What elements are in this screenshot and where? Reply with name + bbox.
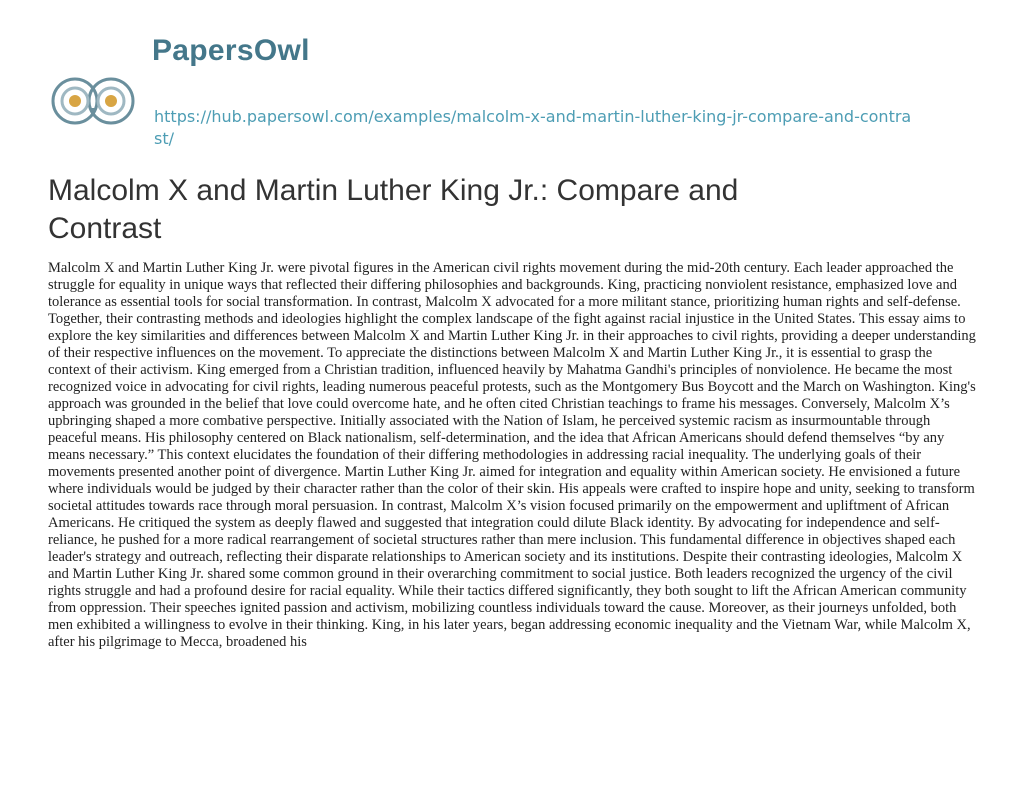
essay-body-text: Malcolm X and Martin Luther King Jr. were pivotal figures in the American civil rights movement during the mid-20th century. Each leader approached the struggle for equality in unique ways that reflected their differing philosophies and backgrounds. King, practicing nonviolent resistance, emphasized love and tolerance as essential tools for social transformation. In contrast, Malcolm X advocated for a more militant stance, prioritizing human rights and self-defense. Together, their contrasting methods and ideologies highlight the complex landscape of the fight against racial injustice in the United States. This essay aims to explore the key similarities and differences between Malcolm X and Martin Luther King Jr. in their approaches to civil rights, providing a deeper understanding of their respective influences on the movement. To appreciate the distinctions between Malcolm X and Martin Luther King Jr., it is essential to grasp the context of their activism. King emerged from a Christian tradition, influenced heavily by Mahatma Gandhi's principles of nonviolence. He became the most recognized voice in advocating for civil rights, leading numerous peaceful protests, such as the Montgomery Bus Boycott and the March on Washington. King's approach was grounded in the belief that love could overcome hate, and he often cited Christian teachings to frame his messages. Conversely, Malcolm X’s upbringing shaped a more combative perspective. Initially associated with the Nation of Islam, he perceived systemic racism as insurmountable through peaceful means. His philosophy centered on Black nationalism, self-determination, and the idea that African Americans should defend themselves “by any means necessary.” This context elucidates the foundation of their differing methodologies in addressing racial inequality. The underlying goals of their movements presented another point of divergence. Martin Luther King Jr. aimed for integration and equality within American society. He envisioned a future where individuals would be judged by their character rather than the color of their skin. His appeals were crafted to inspire hope and unity, seeking to transform societal attitudes towards race through moral persuasion. In contrast, Malcolm X’s vision focused primarily on the empowerment and upliftment of African Americans. He critiqued the system as deeply flawed and suggested that integration could dilute Black identity. By advocating for independence and self-reliance, he pushed for a more radical rearrangement of societal structures rather than mere inclusion. This fundamental difference in objectives shaped each leader's strategy and outreach, reflecting their disparate relationships to American society and its institutions. Despite their contrasting ideologies, Malcolm X and Martin Luther King Jr. shared some common ground in their overarching commitment to social justice. Both leaders recognized the urgency of the civil rights struggle and had a profound desire for racial equality. While their tactics differed significantly, they both sought to lift the African American community from oppression. Their speeches ignited passion and activism, mobilizing countless individuals toward the cause. Moreover, as their journeys unfolded, both men exhibited a willingness to evolve in their thinking. King, in his later years, began addressing economic inequality and the Vietnam War, while Malcolm X, after his pilgrimage to Mecca, broadened his xyxy=(48,260,976,650)
site-header xyxy=(48,34,988,154)
article-url-link[interactable]: https://hub.papersowl.com/examples/malcolm-x-and-martin-luther-king-jr-compare-and-contrast/ xyxy=(154,107,912,148)
brand-name: PapersOwl xyxy=(152,34,310,67)
owl-eyes-logo-icon xyxy=(48,56,138,146)
article-title: Malcolm X and Martin Luther King Jr.: Compare and Contrast xyxy=(48,174,739,245)
